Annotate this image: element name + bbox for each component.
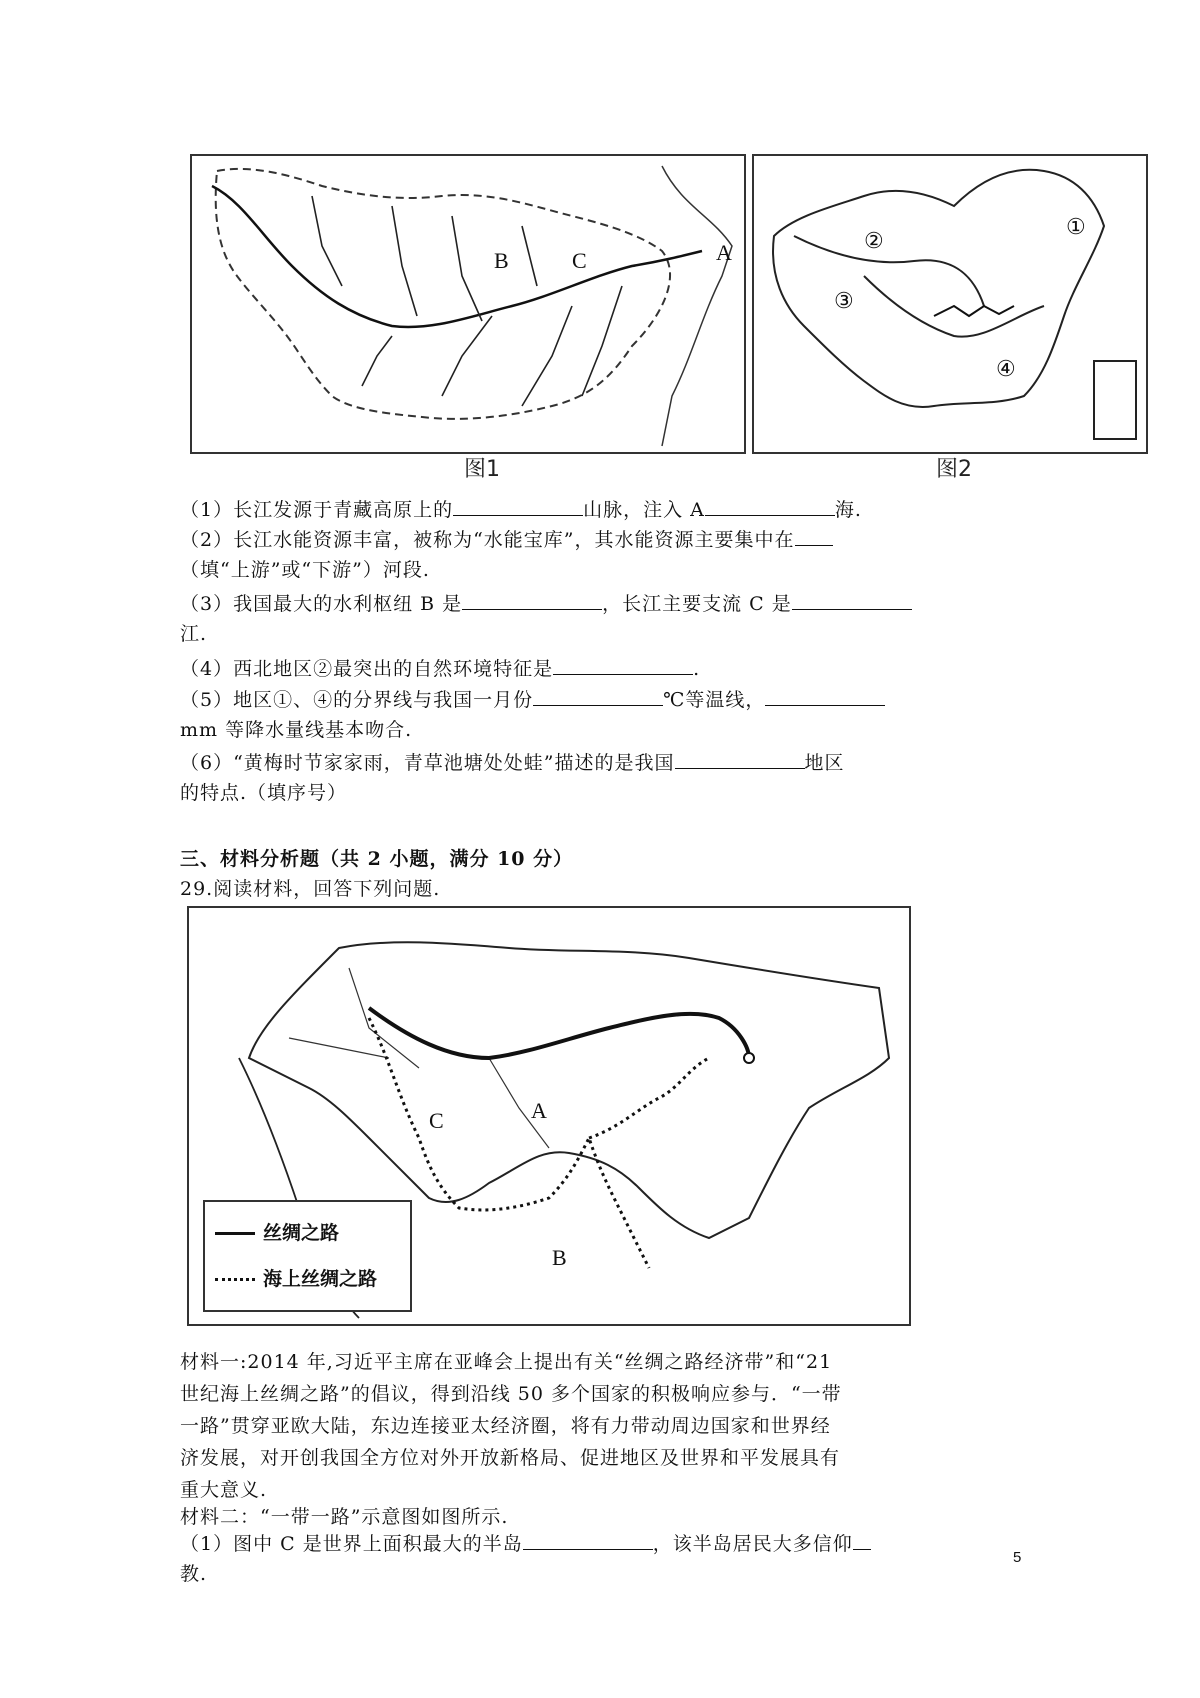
region-label-2: ② bbox=[864, 228, 884, 253]
material-2: 材料二：“一带一路”示意图如图所示. bbox=[180, 1506, 509, 1528]
map-label-a: A bbox=[531, 1098, 547, 1123]
solid-line-symbol bbox=[215, 1232, 255, 1235]
region-label-1: ① bbox=[1066, 214, 1086, 239]
question-1: （1）长江发源于青藏高原上的 山脉，注入 A 海. bbox=[180, 499, 862, 521]
question-6: （6）“黄梅时节家家雨，青草池塘处处蛙”描述的是我国 地区 bbox=[180, 752, 845, 774]
figure-1-yangtze-map bbox=[190, 154, 746, 454]
map-label-c: C bbox=[429, 1108, 444, 1133]
figure-2-caption: 图2 bbox=[936, 457, 972, 482]
material-question-1-cont: 教. bbox=[180, 1563, 208, 1585]
material-question-1: （1）图中 C 是世界上面积最大的半岛 ，该半岛居民大多信仰 bbox=[180, 1531, 871, 1557]
map-label-a: A bbox=[716, 240, 732, 265]
map-label-b: B bbox=[552, 1245, 567, 1270]
answer-blank bbox=[705, 497, 835, 516]
question-5: （5）地区①、④的分界线与我国一月份 ℃等温线， bbox=[180, 687, 885, 713]
answer-blank bbox=[792, 591, 912, 610]
answer-blank bbox=[553, 656, 693, 675]
question-29-intro: 29.阅读材料，回答下列问题. bbox=[180, 878, 441, 900]
region-label-3: ③ bbox=[834, 288, 854, 313]
legend-maritime-silk-road: 海上丝绸之路 bbox=[215, 1264, 377, 1291]
figure-2-china-map bbox=[752, 154, 1148, 454]
page-number: 5 bbox=[1013, 1549, 1022, 1566]
question-3: （3）我国最大的水利枢纽 B 是 ，长江主要支流 C 是 bbox=[180, 591, 912, 617]
answer-blank bbox=[523, 1531, 653, 1550]
china-regions-drawing bbox=[754, 156, 1146, 452]
material-1-line-2: 世纪海上丝绸之路”的倡议，得到沿线 50 多个国家的积极响应参与．“一带 bbox=[180, 1383, 842, 1405]
answer-blank bbox=[453, 497, 583, 516]
question-5-cont: mm 等降水量线基本吻合. bbox=[180, 719, 413, 741]
question-2: （2）长江水能资源丰富，被称为“水能宝库”，其水能资源主要集中在 bbox=[180, 527, 833, 553]
question-4: （4）西北地区②最突出的自然环境特征是 . bbox=[180, 658, 701, 680]
dotted-line-symbol bbox=[215, 1278, 255, 1281]
answer-blank bbox=[533, 687, 663, 706]
material-1-line-5: 重大意义. bbox=[180, 1479, 268, 1501]
answer-blank bbox=[462, 591, 602, 610]
section-3-title: 三、材料分析题（共 2 小题，满分 10 分） bbox=[180, 848, 574, 870]
figure-3-belt-road-map bbox=[187, 906, 911, 1326]
answer-blank bbox=[795, 527, 833, 546]
answer-blank bbox=[675, 750, 805, 769]
material-1-line-3: 一路”贯穿亚欧大陆，东边连接亚太经济圈，将有力带动周边国家和世界经 bbox=[180, 1415, 831, 1437]
map-legend bbox=[203, 1200, 412, 1312]
figure-1-caption: 图1 bbox=[464, 457, 500, 482]
region-label-4: ④ bbox=[996, 356, 1016, 381]
question-2-cont: （填“上游”或“下游”）河段. bbox=[180, 559, 430, 581]
question-6-cont: 的特点.（填序号） bbox=[180, 782, 348, 804]
legend-silk-road: 丝绸之路 bbox=[215, 1218, 339, 1245]
material-1-line-1: 材料一:2014 年,习近平主席在亚峰会上提出有关“丝绸之路经济带”和“21 bbox=[180, 1351, 833, 1373]
answer-blank bbox=[853, 1531, 871, 1550]
yangtze-basin-drawing bbox=[192, 156, 744, 452]
material-1-line-4: 济发展，对开创我国全方位对外开放新格局、促进地区及世界和平发展具有 bbox=[180, 1447, 841, 1469]
map-label-c: C bbox=[572, 248, 587, 273]
answer-blank bbox=[765, 687, 885, 706]
map-label-b: B bbox=[494, 248, 509, 273]
question-3-cont: 江. bbox=[180, 623, 208, 645]
